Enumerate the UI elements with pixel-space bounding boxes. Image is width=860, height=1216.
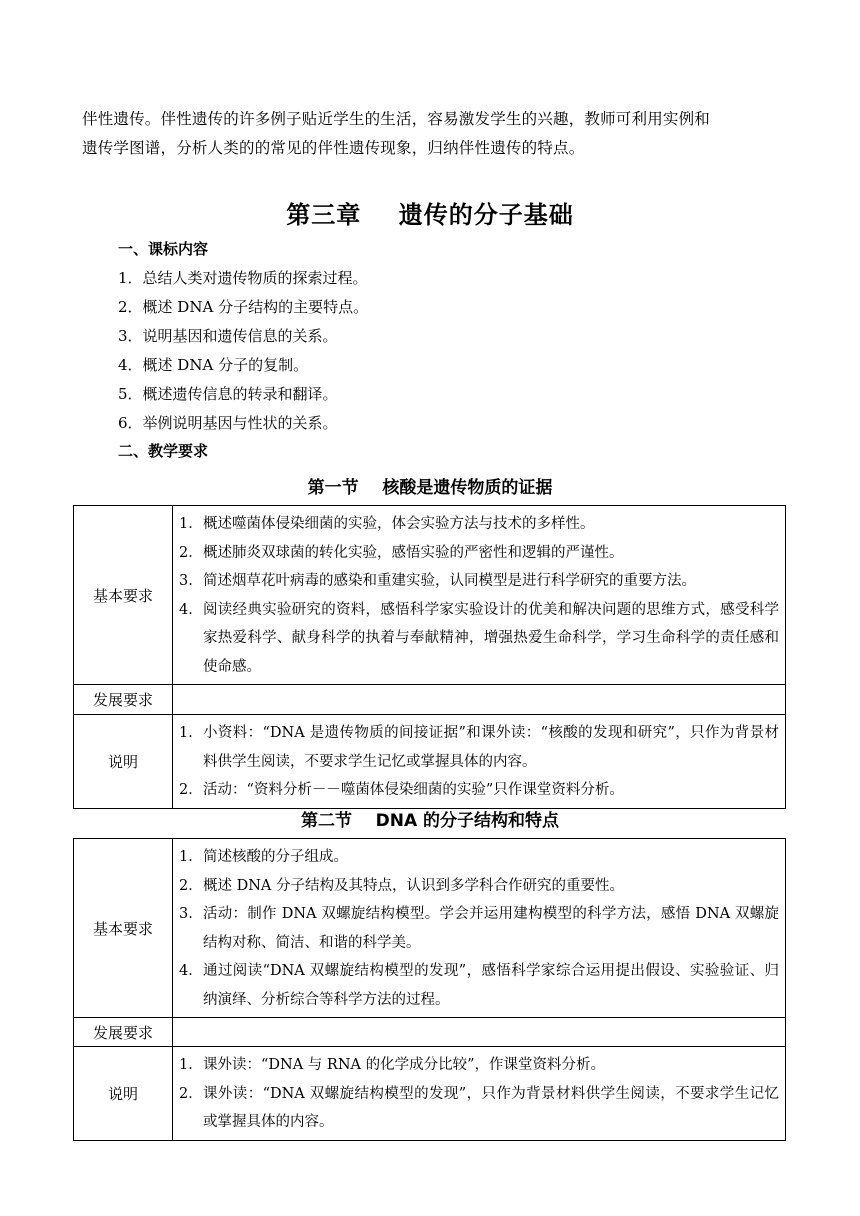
table-row [74, 839, 786, 1018]
standards-item: 5．概述遗传信息的转录和翻译。 [118, 385, 338, 403]
standards-item: 4．概述 DNA 分子的复制。 [118, 356, 309, 374]
teaching-heading: 二、教学要求 [118, 442, 209, 460]
requirements-table [73, 838, 786, 1141]
section-title: 第二节 DNA 的分子结构和特点 [300, 811, 560, 831]
row-label: 发展要求 [74, 1018, 173, 1047]
item-number: 1． [179, 849, 203, 865]
list-item [179, 872, 779, 901]
item-text: 活动：“资料分析－－噬菌体侵染细菌的实验”只作课堂资料分析。 [203, 782, 624, 798]
row-content [173, 506, 786, 685]
item-number: 2． [179, 1085, 203, 1102]
item-number: 2． [179, 544, 203, 561]
table-row [74, 1047, 786, 1141]
row-label: 发展要求 [74, 685, 173, 715]
item-text: 活动：制作 DNA 双螺旋结构模型。学会并运用建构模型的科学方法，感悟 DNA 双螺旋结构对称、简洁、和谐的科学美。 [203, 906, 779, 951]
item-number: 2． [179, 877, 203, 894]
row-label: 基本要求 [74, 839, 173, 1018]
item-text: 阅读经典实验研究的资料，感悟科学家实验设计的优美和解决问题的思维方式，感受科学家热爱科学、献身科学的执着与奉献精神，增强热爱生命科学，学习生命科学的责任感和使命感。 [203, 601, 779, 675]
item-text: 简述核酸的分子组成。 [203, 849, 348, 865]
list-item [179, 1080, 779, 1137]
list-item [179, 776, 779, 805]
requirements-table [73, 505, 786, 809]
standards-list [118, 264, 368, 438]
item-text: 小资料：“DNA 是遗传物质的间接证据”和课外读：“核酸的发现和研究”，只作为背景材料供学生阅读，不要求学生记忆或掌握具体的内容。 [203, 725, 779, 770]
standards-item: 1．总结人类对遗传物质的探索过程。 [118, 269, 368, 287]
item-number: 4． [179, 963, 203, 979]
row-content [173, 839, 786, 1018]
standards-item: 6．举例说明基因与性状的关系。 [118, 414, 338, 432]
table-row [74, 506, 786, 685]
list-item [179, 900, 779, 957]
intro-line: 遗传学图谱，分析人类的的常见的伴性遗传现象，归纳伴性遗传的特点。 [82, 139, 585, 157]
item-number: 4． [179, 601, 203, 618]
item-text: 通过阅读“DNA 双螺旋结构模型的发现”，感悟科学家综合运用提出假设、实验验证、归纳演绎、分析综合等科学方法的过程。 [203, 963, 779, 1008]
list-item [179, 596, 779, 682]
item-text: 课外读：“DNA 双螺旋结构模型的发现”，只作为背景材料供学生阅读，不要求学生记忆或掌握具体的内容。 [203, 1085, 779, 1130]
row-content [173, 1018, 786, 1047]
standards-item: 3．说明基因和遗传信息的关系。 [118, 327, 338, 345]
row-label: 说明 [74, 1047, 173, 1141]
item-text: 课外读：“DNA 与 RNA 的化学成分比较”，作课堂资料分析。 [203, 1057, 606, 1073]
standards-item: 2．概述 DNA 分子结构的主要特点。 [118, 298, 369, 316]
chapter-title: 第三章 遗传的分子基础 [286, 201, 574, 229]
list-item [179, 510, 779, 539]
item-number: 2． [179, 782, 203, 798]
item-text: 概述肺炎双球菌的转化实验，感悟实验的严密性和逻辑的严谨性。 [203, 544, 624, 561]
list-item [179, 957, 779, 1014]
section-title: 第一节 核酸是遗传物质的证据 [307, 478, 553, 498]
standards-heading: 一、课标内容 [118, 240, 209, 258]
list-item [179, 1051, 779, 1080]
item-number: 1． [179, 1057, 203, 1073]
item-text: 概述噬菌体侵染细菌的实验，体会实验方法与技术的多样性。 [203, 516, 595, 532]
intro-paragraph [82, 105, 782, 163]
item-text: 简述烟草花叶病毒的感染和重建实验，认同模型是进行科学研究的重要方法。 [203, 573, 696, 589]
item-number: 1． [179, 516, 203, 532]
table-row [74, 1018, 786, 1047]
row-content [173, 1047, 786, 1141]
item-number: 1． [179, 725, 203, 741]
row-label: 说明 [74, 715, 173, 809]
item-number: 3. [179, 906, 193, 922]
row-content [173, 685, 786, 715]
row-content [173, 715, 786, 809]
list-item [179, 843, 779, 872]
intro-line: 伴性遗传。伴性遗传的许多例子贴近学生的生活，容易激发学生的兴趣，教师可利用实例和 [82, 110, 711, 128]
table-row [74, 685, 786, 715]
list-item [179, 567, 779, 596]
list-item [179, 719, 779, 776]
row-label: 基本要求 [74, 506, 173, 685]
item-number: 3. [179, 573, 193, 589]
table-row [74, 715, 786, 809]
item-text: 概述 DNA 分子结构及其特点，认识到多学科合作研究的重要性。 [203, 877, 625, 894]
list-item [179, 539, 779, 568]
